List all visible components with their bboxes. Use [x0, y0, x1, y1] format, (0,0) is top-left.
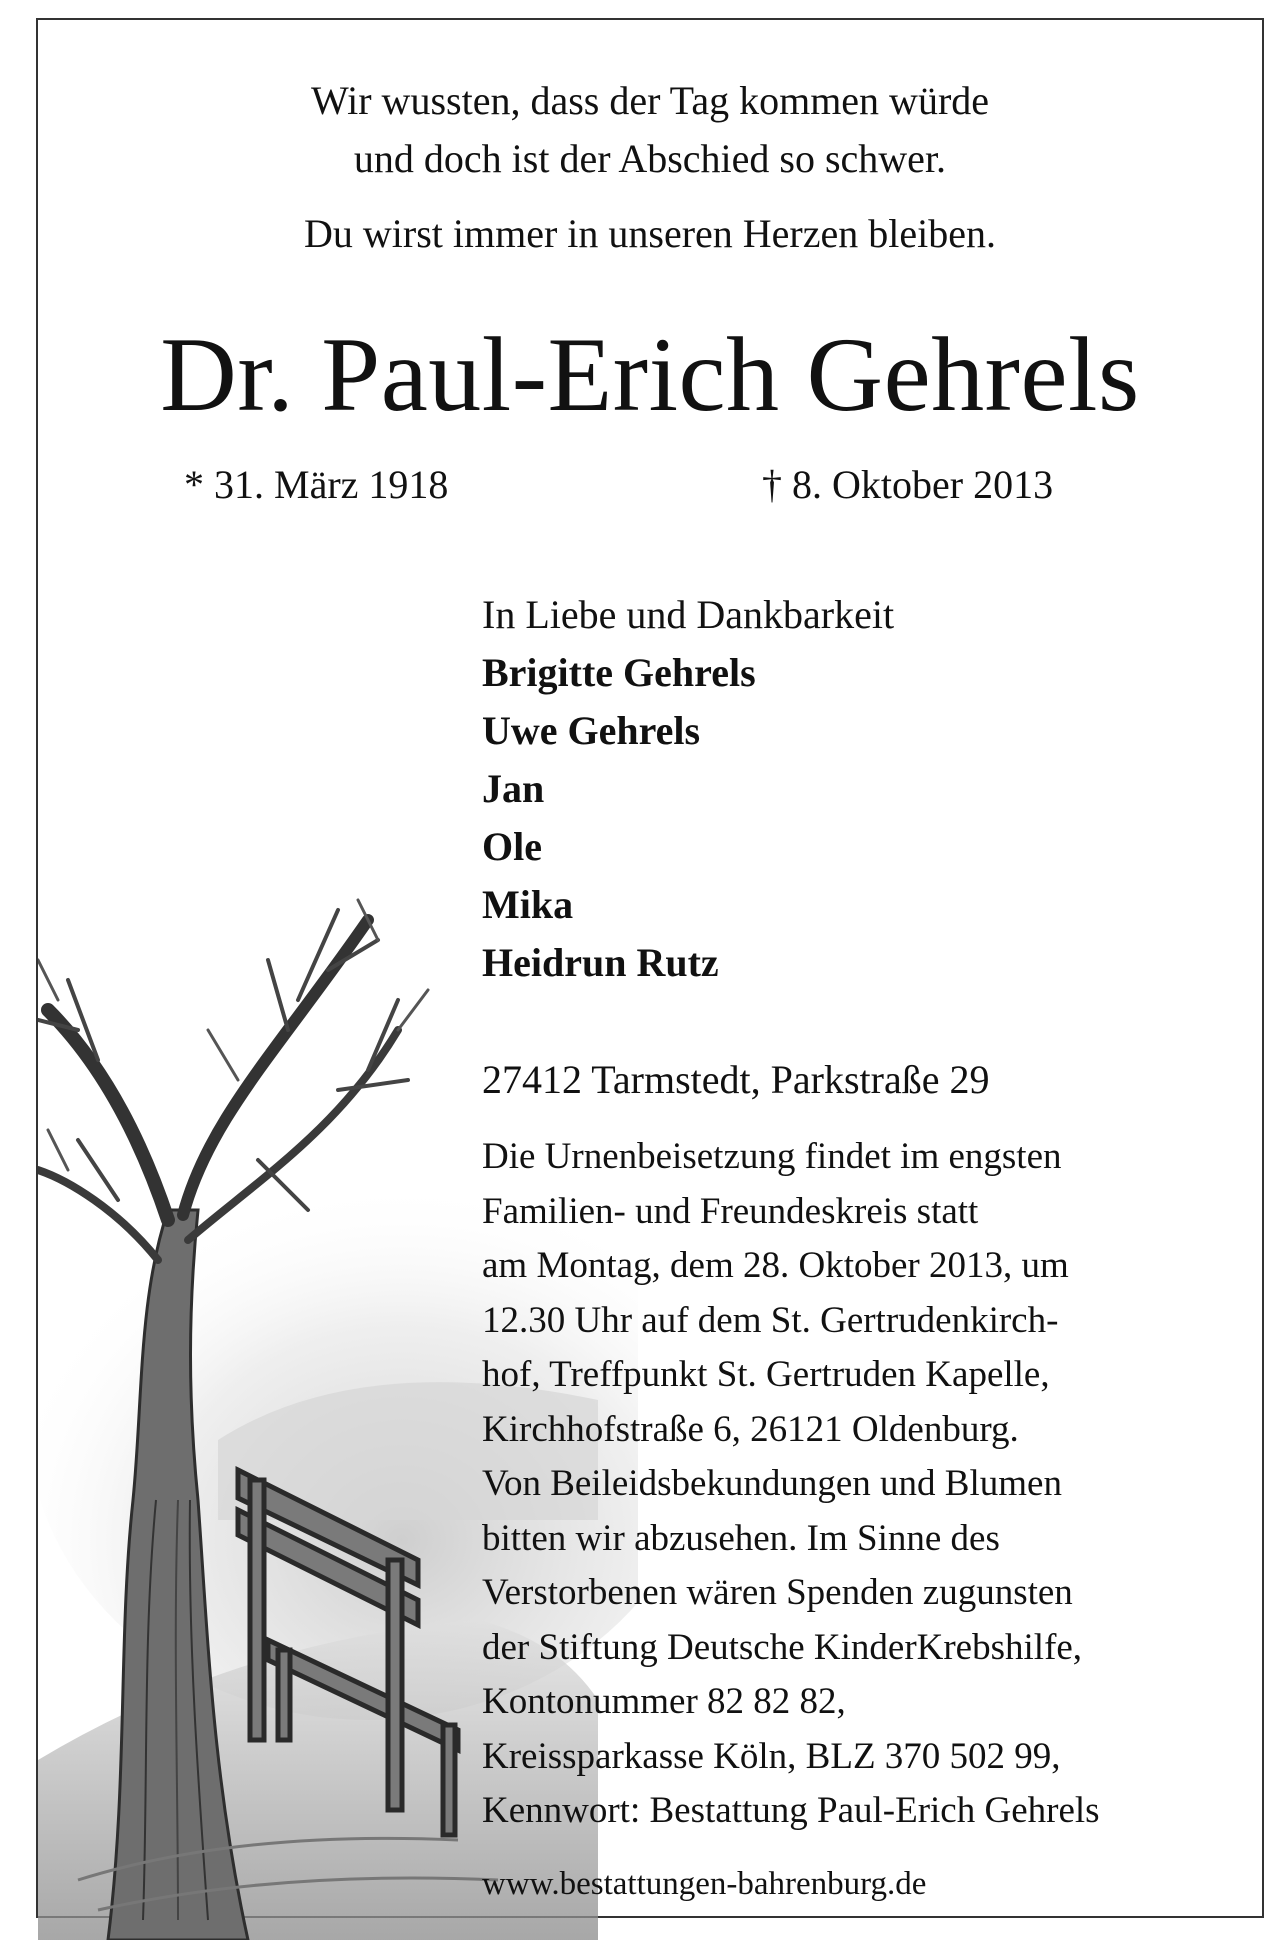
burial-notice — [482, 1130, 1100, 1839]
notice-line: Kennwort: Bestattung Paul-Erich Gehrels — [482, 1790, 1100, 1831]
death-date: † 8. Oktober 2013 — [762, 462, 1054, 507]
notice-line: bitten wir abzusehen. Im Sinne des — [482, 1517, 1000, 1559]
family-member: Uwe Gehrels — [482, 708, 701, 753]
notice-line: Kontonummer 82 82 82, — [482, 1681, 846, 1722]
notice-line: Die Urnenbeisetzung findet im engsten — [482, 1136, 1062, 1177]
funeral-home-website[interactable]: www.bestattungen-bahrenburg.de — [482, 1866, 927, 1902]
deceased-name: Dr. Paul-Erich Gehrels — [160, 316, 1140, 433]
notice-line: Verstorbenen wären Spenden zugunsten — [482, 1572, 1073, 1613]
family-intro: In Liebe und Dankbarkeit — [482, 592, 895, 637]
verse-block — [38, 72, 1262, 188]
notice-line: 12.30 Uhr auf dem St. Gertrudenkirch- — [482, 1299, 1059, 1341]
obituary-frame — [36, 18, 1264, 1918]
notice-line: am Montag, dem 28. Oktober 2013, um — [482, 1245, 1069, 1286]
notice-line: Kreissparkasse Köln, BLZ 370 502 99, — [482, 1735, 1061, 1777]
family-address: 27412 Tarmstedt, Parkstraße 29 — [482, 1057, 990, 1102]
verse-line: und doch ist der Abschied so schwer. — [353, 136, 947, 181]
family-list — [482, 586, 894, 992]
notice-line: Von Beileidsbekundungen und Blumen — [482, 1463, 1062, 1504]
notice-line: der Stiftung Deutsche KinderKrebshilfe, — [482, 1626, 1083, 1668]
birth-date: * 31. März 1918 — [184, 462, 449, 507]
notice-line: Kirchhofstraße 6, 26121 Oldenburg. — [482, 1408, 1019, 1450]
family-member: Heidrun Rutz — [482, 940, 719, 985]
verse-line: Wir wussten, dass der Tag kommen würde — [310, 78, 990, 123]
family-member: Mika — [482, 882, 574, 927]
notice-line: hof, Treffpunkt St. Gertruden Kapelle, — [482, 1354, 1050, 1395]
family-member: Jan — [482, 766, 545, 811]
family-member: Brigitte Gehrels — [482, 650, 756, 695]
family-member: Ole — [482, 824, 542, 869]
notice-line: Familien- und Freundeskreis statt — [482, 1190, 979, 1232]
verse-line: Du wirst immer in unseren Herzen bleiben. — [303, 211, 996, 256]
